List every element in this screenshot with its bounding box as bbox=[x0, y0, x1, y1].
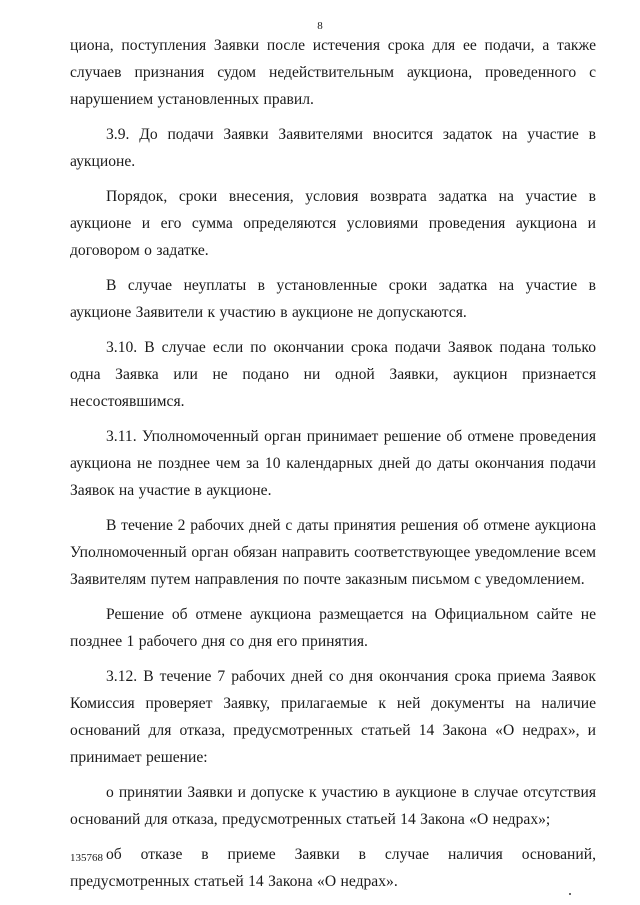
paragraph-cancellation-notice: В течение 2 рабочих дней с даты принятия решения об отмене аукциона Уполномоченный орган обязан направить соответствующее уведомление всем Заявителям путем направления по почте заказным письмом с уведомлением. bbox=[70, 517, 596, 588]
page-number: 8 bbox=[317, 20, 323, 32]
document-body bbox=[70, 32, 596, 903]
paragraph-3-12: 3.12. В течение 7 рабочих дней со дня окончания срока приема Заявок Комиссия проверяет Заявку, прилагаемые к ней документы на наличие оснований для отказа, предусмотренных статьей 14 Закона «О недрах», и принимает решение: bbox=[70, 668, 596, 766]
paragraph-3-9: 3.9. До подачи Заявки Заявителями вносится задаток на участие в аукционе. bbox=[70, 126, 596, 170]
decision-item-refusal: об отказе в приеме Заявки в случае наличия оснований, предусмотренных статьей 14 Закона «О недрах». bbox=[70, 846, 596, 890]
paragraph-deposit-procedure: Порядок, сроки внесения, условия возврата задатка на участие в аукционе и его сумма определяются условиями проведения аукциона и договором о задатке. bbox=[70, 188, 596, 259]
paragraph-continuation: циона, поступления Заявки после истечения срока для ее подачи, а также случаев признания судом недействительным аукциона, проведенного с нарушением установленных правил. bbox=[70, 37, 596, 108]
paragraph-deposit-nonpayment: В случае неуплаты в установленные сроки задатка на участие в аукционе Заявители к участию в аукционе не допускаются. bbox=[70, 277, 596, 321]
paragraph-cancellation-publication: Решение об отмене аукциона размещается на Официальном сайте не позднее 1 рабочего дня со дня его принятия. bbox=[70, 606, 596, 650]
paragraph-3-10: 3.10. В случае если по окончании срока подачи Заявок подана только одна Заявка или не подано ни одной Заявки, аукцион признается несостоявшимся. bbox=[70, 339, 596, 410]
paragraph-3-11: 3.11. Уполномоченный орган принимает решение об отмене проведения аукциона не позднее чем за 10 календарных дней до даты окончания подачи Заявок на участие в аукционе. bbox=[70, 428, 596, 499]
footer-document-code: 135768 bbox=[70, 852, 103, 864]
scan-artifact-dot bbox=[569, 893, 571, 895]
decision-item-admission: о принятии Заявки и допуске к участию в аукционе в случае отсутствия оснований для отказа, предусмотренных статьей 14 Закона «О недрах»; bbox=[70, 784, 596, 828]
